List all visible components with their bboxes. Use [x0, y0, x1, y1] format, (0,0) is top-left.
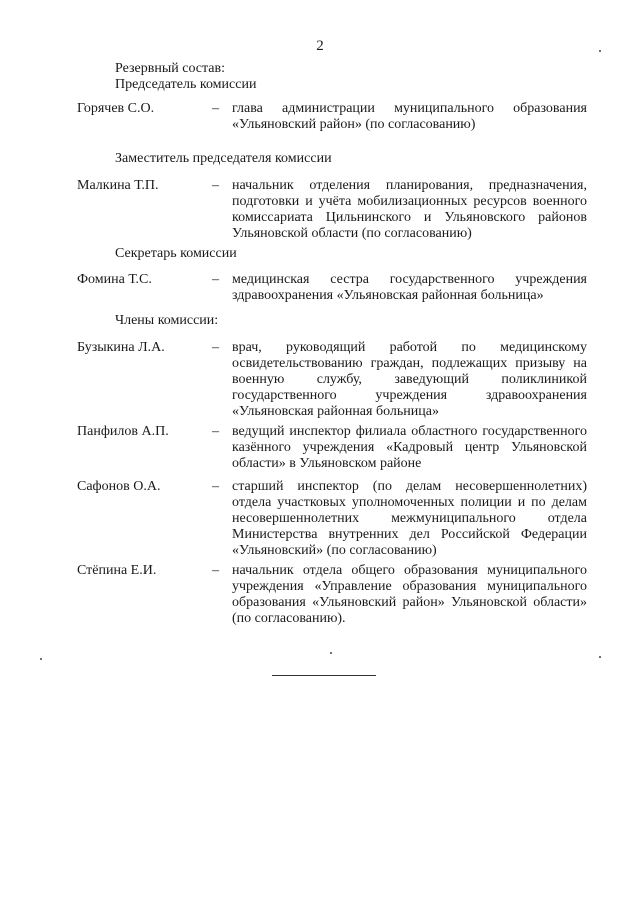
member-description: медицинская сестра государственного учреждения здравоохранения «Ульяновская районная больница» [232, 272, 587, 303]
member-description: ведущий инспектор филиала областного государственного казённого учреждения «Кадровый центр Ульяновской области» в Ульяновском районе [232, 424, 587, 471]
dash: – [212, 272, 219, 287]
member-name: Панфилов А.П. [77, 424, 169, 439]
dash: – [212, 101, 219, 116]
member-description: начальник отдела общего образования муниципального учреждения «Управление образования муниципального образования «Ульяновский район» Ульяновской области» (по согласованию). [232, 563, 587, 626]
dash: – [212, 479, 219, 494]
reserve-heading: Резервный состав: [115, 61, 226, 76]
member-name: Сафонов О.А. [77, 479, 161, 494]
member-description: старший инспектор (по делам несовершеннолетних) отдела участковых уполномоченных полиции и по делам несовершеннолетних межмуниципального отдела Министерства внутренних дел Российской Федерации «Ульяновский» (по согласованию) [232, 479, 587, 558]
scan-speck [40, 658, 42, 660]
member-name: Горячев С.О. [77, 101, 155, 116]
member-description: глава администрации муниципального образования «Ульяновский район» (по согласованию) [232, 101, 587, 132]
dash: – [212, 178, 219, 193]
dash: – [212, 563, 219, 578]
dash: – [212, 340, 219, 355]
member-name: Стёпина Е.И. [77, 563, 157, 578]
member-name: Фомина Т.С. [77, 272, 152, 287]
dash: – [212, 424, 219, 439]
members-heading: Члены комиссии: [115, 313, 219, 328]
closing-rule [272, 675, 376, 676]
deputy-heading: Заместитель председателя комиссии [115, 151, 332, 166]
secretary-heading: Секретарь комиссии [115, 246, 237, 261]
scan-speck [599, 50, 601, 52]
scan-speck [330, 652, 332, 654]
member-description: врач, руководящий работой по медицинскому освидетельствованию граждан, подлежащих призыву на военную службу, заведующий поликлиникой государственного учреждения здравоохранения «Ульяновская районная больница» [232, 340, 587, 419]
member-name: Бузыкина Л.А. [77, 340, 165, 355]
member-description: начальник отделения планирования, предназначения, подготовки и учёта мобилизационных ресурсов военного комиссариата Цильнинского и Ульяновского районов Ульяновской области (по согласованию) [232, 178, 587, 241]
page-number: 2 [316, 38, 324, 54]
chair-heading: Председатель комиссии [115, 77, 257, 92]
scan-speck [599, 656, 601, 658]
member-name: Малкина Т.П. [77, 178, 159, 193]
